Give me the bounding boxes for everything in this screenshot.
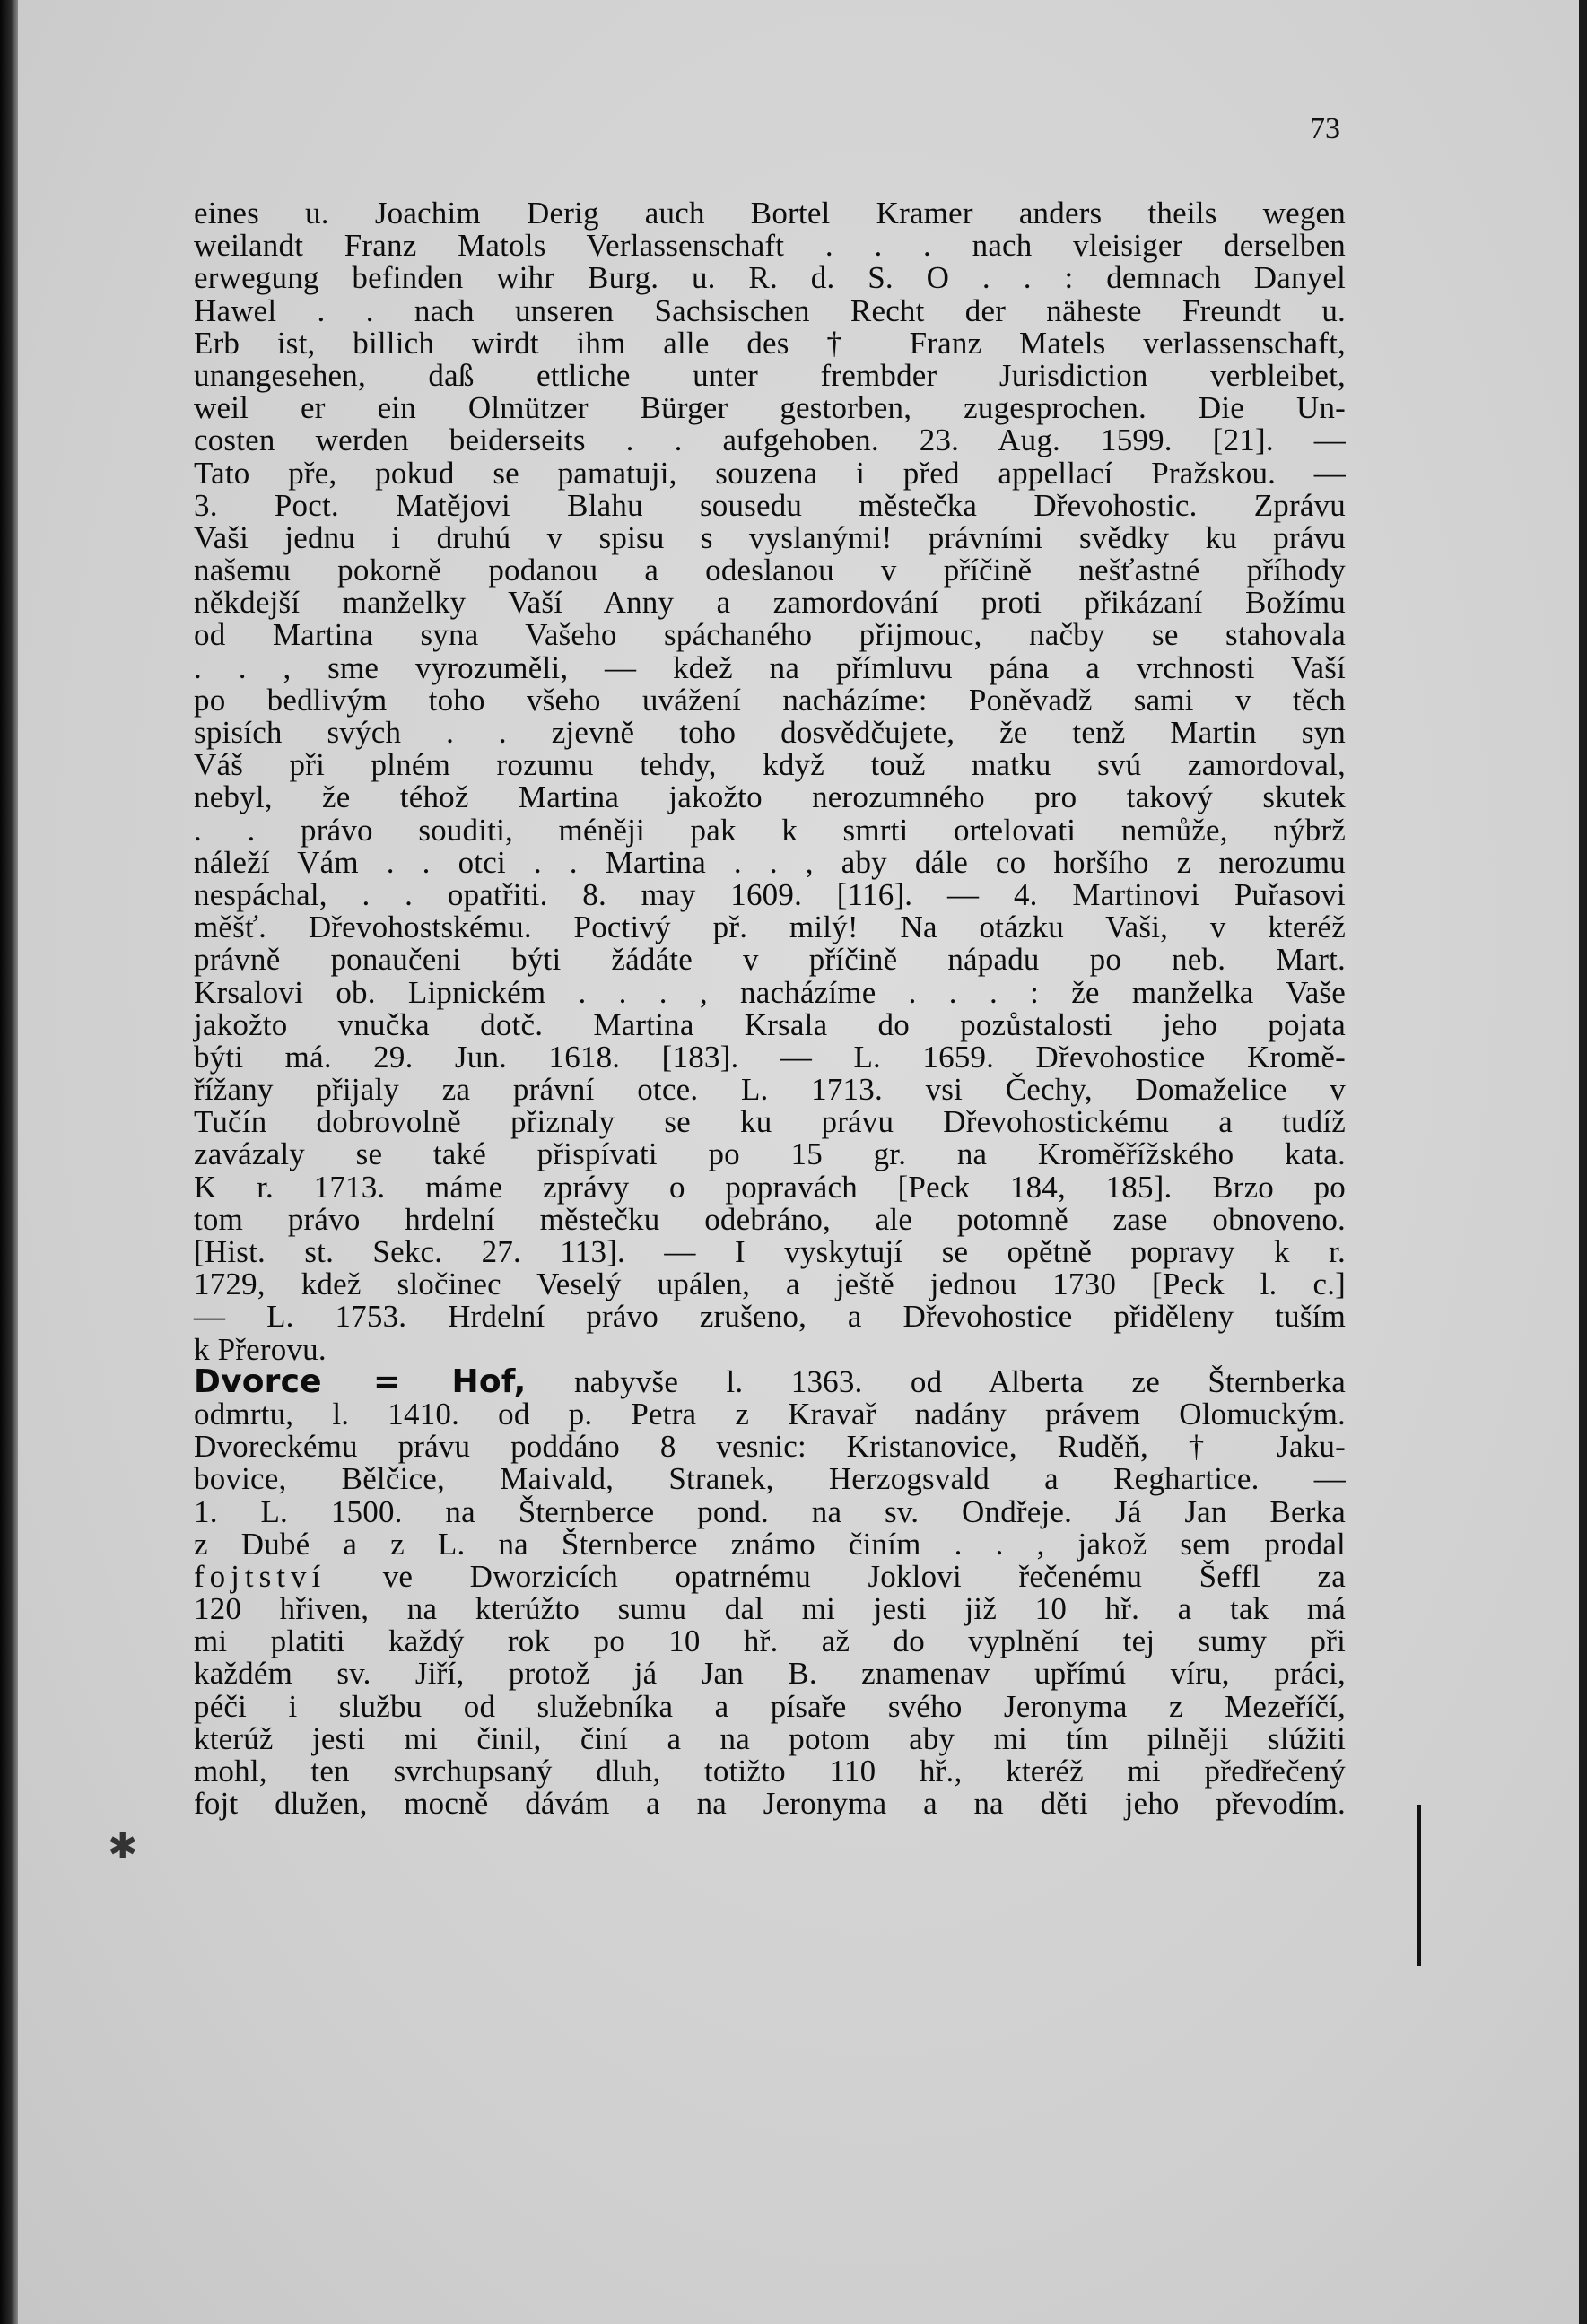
text-line: weil er ein Olmützer Bürger gestorben, zugesprochen. Die Un- [194,390,1346,426]
text-line: . . právo souditi, méněji pak k smrti ortelovati nemůže, nýbrž [194,812,1346,848]
text-line: spisích svých . . zjevně toho dosvědčujete, že tenž Martin syn [194,715,1346,750]
text-line: bovice, Bělčice, Maivald, Stranek, Herzogsvald a Reghartice. — [194,1461,1346,1497]
text-line: Váš při plném rozumu tehdy, když touž matku svú zamordoval, [194,747,1346,783]
text-line: tom právo hrdelní městečku odebráno, ale potomně zase obnoveno. [194,1201,1346,1237]
entry-spaced-line [194,1558,1346,1594]
text-line: nespáchal, . . opatřiti. 8. may 1609. [116]. — 4. Martinovi Puřasovi [194,876,1346,912]
text-line: zavázaly se také přispívati po 15 gr. na Kroměřížského kata. [194,1136,1346,1172]
text-line: Hawel . . nach unseren Sachsischen Recht der näheste Freundt u. [194,292,1346,328]
text-line: unangesehen, daß ettliche unter frembder Jurisdiction verbleibet, [194,357,1346,393]
text-line: našemu pokorně podanou a odeslanou v příčině nešťastné příhody [194,553,1346,588]
text-line: 3. Poct. Matějovi Blahu sousedu městečka Dřevohostic. Zprávu [194,487,1346,523]
page-number: 73 [1310,112,1340,145]
text-line: odmrtu, l. 1410. od p. Petra z Kravař nadány právem Olomuckým. [194,1396,1346,1432]
book-gutter-edge [0,0,18,2324]
text-line: 1. L. 1500. na Šternberce pond. na sv. Ondřeje. Já Jan Berka [194,1493,1346,1529]
text-line: — L. 1753. Hrdelní právo zrušeno, a Dřevohostice přiděleny tuším [194,1299,1346,1335]
spaced-word: fojtství [194,1558,327,1594]
text-line: K r. 1713. máme zprávy o popravách [Peck 184, 185]. Brzo po [194,1169,1346,1205]
text-line: náleží Vám . . otci . . Martina . . , aby dále co horšího z nerozumu [194,844,1346,880]
spaced-line-text: ve Dworzicích opatrnému Joklovi řečenému Šeffl za [382,1558,1346,1594]
text-line: 120 hřiven, na kterúžto sumu dal mi jesti již 10 hř. a tak má [194,1591,1346,1627]
text-line: mi platiti každý rok po 10 hř. až do vyplnění tej sumy při [194,1623,1346,1659]
text-line: fojt dlužen, mocně dávám a na Jeronyma a na děti jeho převodím. [194,1786,1346,1822]
paragraph-dvorce-a [194,1398,1346,1561]
margin-mark [1417,1805,1421,1966]
text-line: měšť. Dřevohostskému. Poctivý př. milý! Na otázku Vaši, v kteréž [194,910,1346,945]
text-line: býti má. 29. Jun. 1618. [183]. — L. 1659. Dřevohostice Kromě- [194,1039,1346,1075]
text-line: řížany přijaly za právní otce. L. 1713. vsi Čechy, Domaželice v [194,1072,1346,1108]
text-line: od Martina syna Vašeho spáchaného přijmouc, načby se stahovala [194,617,1346,653]
text-line: každém sv. Jiří, protož já Jan B. znamenav upřímú víru, práci, [194,1656,1346,1692]
text-line: erwegung befinden wihr Burg. u. R. d. S. O . . : demnach Danyel [194,260,1346,296]
text-line: péči i službu od služebníka a písaře svého Jeronyma z Mezeříčí, [194,1688,1346,1724]
paragraph-dvorce-b [194,1593,1346,1820]
text-line: k Přerovu. [194,1331,327,1367]
text-line: někdejší manželky Vaší Anny a zamordování proti přikázaní Božímu [194,585,1346,621]
text-line: Tučín dobrovolně přiznaly se ku právu Dřevohostickému a tudíž [194,1104,1346,1140]
ink-spot-mark: ✱ [108,1826,138,1867]
text-line: [Hist. st. Sekc. 27. 113]. — I vyskytují se opětně popravy k r. [194,1234,1346,1269]
entry-first-line-text: nabyvše l. 1363. od Alberta ze Šternberka [573,1363,1346,1399]
text-line: costen werden beiderseits . . aufgehoben. 23. Aug. 1599. [21]. — [194,422,1346,458]
text-line: právně ponaučeni býti žádáte v příčině nápadu po neb. Mart. [194,942,1346,978]
text-line: weilandt Franz Matols Verlassenschaft . . . nach vleisiger derselben [194,228,1346,264]
text-line: z Dubé a z L. na Šternberce známo činím . . , jakož sem prodal [194,1526,1346,1562]
text-line: kterúž jesti mi činil, činí a na potom aby mi tím pilněji slúžiti [194,1720,1346,1756]
text-line: nebyl, že téhož Martina jakožto nerozumného pro takový skutek [194,779,1346,815]
text-line: . . , sme vyrozuměli, — kdež na přímluvu pána a vrchnosti Vaší [194,649,1346,685]
body-text [194,197,1346,1820]
text-line: Krsalovi ob. Lipnickém . . . , nacházíme . . . : že manželka Vaše [194,974,1346,1010]
entry-first-line [194,1362,1346,1400]
paragraph-drevohostice [194,197,1346,1366]
text-line: 1729, kdež sločinec Veselý upálen, a ještě jednou 1730 [Peck l. c.] [194,1266,1346,1302]
text-line: po bedlivým toho všeho uvážení nacházíme: Poněvadž sami v těch [194,682,1346,718]
entry-headword: Dvorce = Hof, [194,1362,527,1400]
book-page [18,0,1579,2324]
text-line: jakožto vnučka dotč. Martina Krsala do pozůstalosti jeho pojata [194,1006,1346,1042]
text-line: mohl, ten svrchupsaný dluh, totižto 110 hř., kteréž mi předřečený [194,1754,1346,1789]
text-line: Erb ist, billich wirdt ihm alle des † Franz Matels verlassenschaft, [194,325,1346,361]
text-line: Dvoreckému právu poddáno 8 vesnic: Kristanovice, Ruděň, † Jaku- [194,1429,1346,1465]
text-line: eines u. Joachim Derig auch Bortel Kramer anders theils wegen [194,196,1346,231]
text-line: Tato pře, pokud se pamatuji, souzena i před appellací Pražskou. — [194,455,1346,491]
text-line: Vaši jednu i druhú v spisu s vyslanými! právními svědky ku právu [194,519,1346,555]
